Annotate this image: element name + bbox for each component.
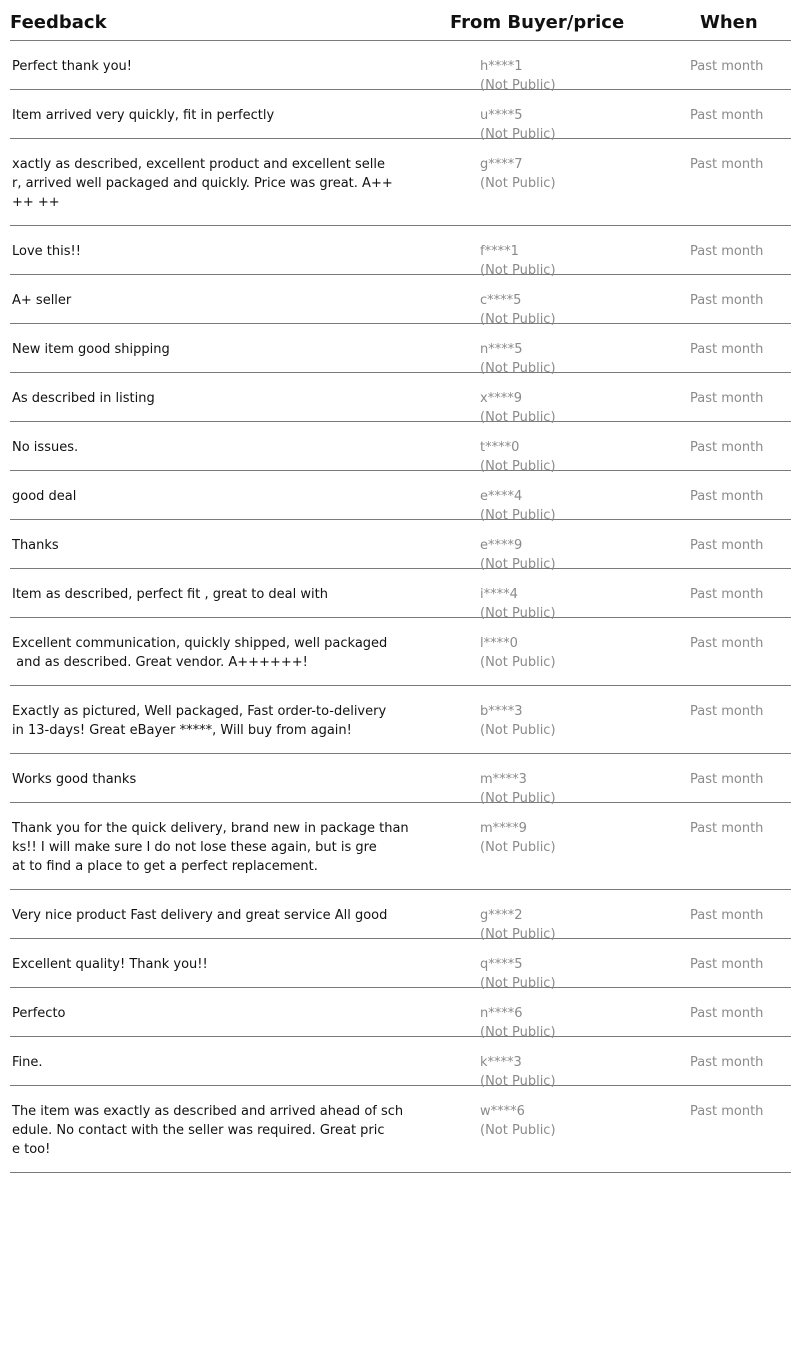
feedback-date: Past month [690,489,764,504]
feedback-comment: Very nice product Fast delivery and great service All good [12,908,388,923]
price-privacy-note: (Not Public) [480,606,556,621]
feedback-date: Past month [690,636,764,651]
buyer-id: x****9 [480,391,522,406]
feedback-date: Past month [690,587,764,602]
buyer-id: q****5 [480,957,523,972]
price-privacy-note: (Not Public) [480,410,556,425]
feedback-comment: Perfect thank you! [12,59,132,74]
price-privacy-note: (Not Public) [480,1123,556,1138]
feedback-date: Past month [690,391,764,406]
price-privacy-note: (Not Public) [480,312,556,327]
feedback-comment: Works good thanks [12,772,137,787]
price-privacy-note: (Not Public) [480,127,556,142]
feedback-date: Past month [690,908,764,923]
feedback-row [10,890,791,942]
buyer-id: m****9 [480,821,527,836]
buyer-cell [480,155,556,193]
feedback-date: Past month [690,538,764,553]
feedback-comment: Item as described, perfect fit , great to deal with [12,587,328,602]
feedback-row [10,422,791,474]
feedback-row [10,569,791,621]
buyer-id: h****1 [480,59,523,74]
feedback-date: Past month [690,957,764,972]
feedback-comment: As described in listing [12,391,155,406]
price-privacy-note: (Not Public) [480,976,556,991]
feedback-date: Past month [690,1055,764,1070]
feedback-row [10,226,791,278]
feedback-row [10,139,791,226]
table-header [10,0,791,41]
buyer-id: g****7 [480,157,523,172]
buyer-id: k****3 [480,1055,522,1070]
feedback-date: Past month [690,157,764,172]
feedback-date: Past month [690,772,764,787]
price-privacy-note: (Not Public) [480,1025,556,1040]
feedback-row [10,803,791,890]
feedback-comment: New item good shipping [12,342,170,357]
buyer-id: l****0 [480,636,518,651]
price-privacy-note: (Not Public) [480,508,556,523]
buyer-id: n****5 [480,342,523,357]
buyer-id: w****6 [480,1104,525,1119]
price-privacy-note: (Not Public) [480,263,556,278]
buyer-cell [480,702,556,740]
feedback-column-header: Feedback [10,12,107,33]
feedback-comment: Perfecto [12,1006,66,1021]
buyer-id: g****2 [480,908,523,923]
feedback-row [10,41,791,93]
feedback-comment: Excellent quality! Thank you!! [12,957,208,972]
feedback-date: Past month [690,440,764,455]
buyer-id: m****3 [480,772,527,787]
feedback-comment: No issues. [12,440,79,455]
price-privacy-note: (Not Public) [480,557,556,572]
feedback-row [10,1037,791,1089]
buyer-id: f****1 [480,244,519,259]
buyer-id: e****4 [480,489,523,504]
feedback-row [10,1086,791,1173]
buyer-id: i****4 [480,587,518,602]
feedback-comment: Excellent communication, quickly shipped, well packaged and as described. Great vendor. A++++++! [12,636,388,670]
price-privacy-note: (Not Public) [480,791,556,806]
buyer-cell [480,819,556,857]
from-buyer-column-header: From Buyer/price [450,12,625,33]
feedback-date: Past month [690,59,764,74]
feedback-row [10,275,791,327]
buyer-cell [480,1102,556,1140]
feedback-comment: Exactly as pictured, Well packaged, Fast order-to-delivery in 13-days! Great eBayer *****, Will buy from again! [12,704,387,738]
price-privacy-note: (Not Public) [480,459,556,474]
feedback-row [10,90,791,142]
price-privacy-note: (Not Public) [480,1074,556,1089]
feedback-row [10,988,791,1040]
when-column-header: When [700,12,758,33]
feedback-row [10,618,791,686]
feedback-comment: Item arrived very quickly, fit in perfectly [12,108,275,123]
feedback-row [10,520,791,572]
buyer-id: u****5 [480,108,523,123]
feedback-date: Past month [690,704,764,719]
feedback-comment: A+ seller [12,293,72,308]
feedback-date: Past month [690,293,764,308]
price-privacy-note: (Not Public) [480,927,556,942]
feedback-comment: Thank you for the quick delivery, brand new in package than ks!! I will make sure I do not lose these again, but is gre at to find a place to get a perfect replacement. [12,821,409,874]
feedback-date: Past month [690,108,764,123]
buyer-id: c****5 [480,293,522,308]
feedback-date: Past month [690,244,764,259]
feedback-row [10,754,791,806]
price-privacy-note: (Not Public) [480,723,556,738]
price-privacy-note: (Not Public) [480,176,556,191]
feedback-row [10,686,791,754]
feedback-comment: good deal [12,489,77,504]
price-privacy-note: (Not Public) [480,655,556,670]
feedback-row [10,373,791,425]
feedback-comment: Love this!! [12,244,81,259]
feedback-list [10,41,791,1173]
buyer-id: t****0 [480,440,520,455]
price-privacy-note: (Not Public) [480,78,556,93]
price-privacy-note: (Not Public) [480,361,556,376]
feedback-row [10,939,791,991]
feedback-date: Past month [690,1104,764,1119]
feedback-row [10,471,791,523]
feedback-comment: Fine. [12,1055,43,1070]
feedback-comment: xactly as described, excellent product and excellent selle r, arrived well packaged and quickly. Price was great. A++ ++ ++ [12,157,393,210]
feedback-row [10,324,791,376]
buyer-id: e****9 [480,538,523,553]
buyer-id: b****3 [480,704,523,719]
buyer-cell [480,634,556,672]
feedback-comment: The item was exactly as described and arrived ahead of sch edule. No contact with the seller was required. Great pric e too! [12,1104,404,1157]
buyer-id: n****6 [480,1006,523,1021]
feedback-date: Past month [690,1006,764,1021]
feedback-date: Past month [690,821,764,836]
price-privacy-note: (Not Public) [480,840,556,855]
feedback-comment: Thanks [12,538,59,553]
feedback-date: Past month [690,342,764,357]
